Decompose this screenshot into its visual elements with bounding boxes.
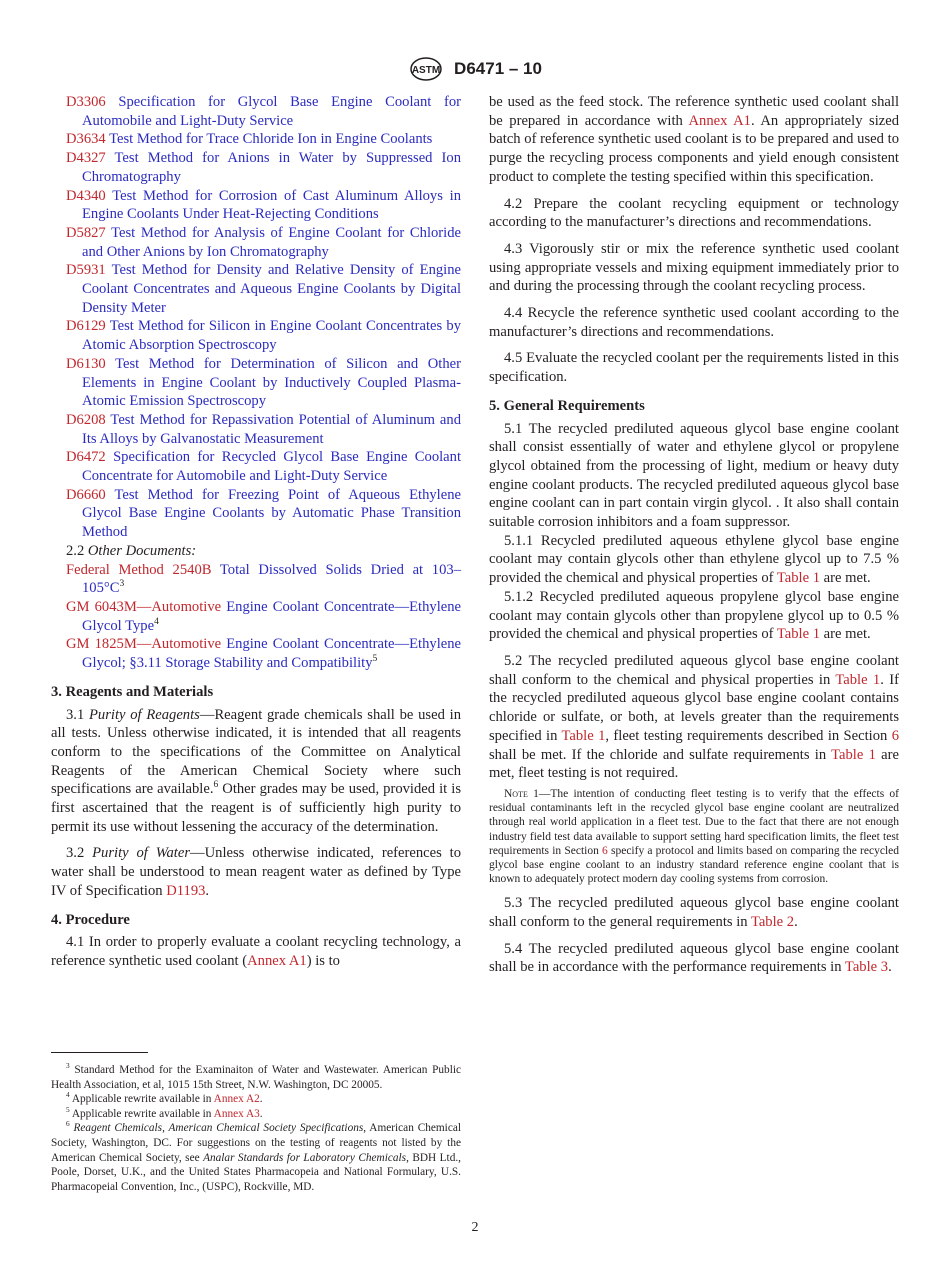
paragraph (489, 93, 899, 187)
paragraph (489, 894, 899, 931)
reference-item (51, 149, 461, 186)
page-number: 2 (471, 1220, 479, 1235)
text: , BDH Ltd., Poole, Dorset, U.K., and the United States Pharmacopeia and National Formulary, U.S. Pharmacopeial Convention, Inc., (USPC), Rockville, MD. (51, 1151, 461, 1193)
section-heading (51, 911, 461, 930)
paragraph (51, 844, 461, 900)
footnote (51, 1092, 461, 1107)
text: 4.4 Recycle the reference synthetic used coolant according to the manufacturer’s directions and recommendations. (489, 305, 899, 340)
text: . (794, 914, 798, 931)
link[interactable]: D1193 (166, 882, 206, 899)
link[interactable]: Table 1 (835, 671, 881, 688)
reference-item (51, 635, 461, 672)
text: specify a protocol and limits based on comparing the recycled glycol base engine coolant to an industry standard reference engine coolant that is known to adequately protect modern day cooling systems from corrosion. (489, 844, 899, 886)
text: 4.5 Evaluate the recycled coolant per the requirements listed in this specification. (489, 350, 899, 386)
text: 4.1 In order to properly evaluate a coolant recycling technology, a reference synthetic used coolant ( (51, 934, 461, 969)
link[interactable]: 6 (891, 727, 899, 744)
paragraph (489, 349, 899, 386)
reference-item (51, 411, 461, 448)
document-designation: D6471 – 10 (454, 59, 542, 78)
link[interactable]: D6208 (66, 411, 106, 428)
text: Standard Method for the Examinaiton of Water and Wastewater. American Public Health Association, et al, 1015 15th Street, N.W. Washington, DC 20005. (51, 1064, 461, 1091)
text: —Unless otherwise indicated, references to water shall be understood to mean reagent water as defined by Type IV of Specification (51, 845, 462, 899)
link[interactable]: D4327 (66, 150, 106, 167)
link[interactable]: Engine Coolant Concentrate—Ethylene Glycol Type (82, 598, 462, 634)
reference-item (51, 317, 461, 354)
link[interactable]: GM 6043M—Automotive (66, 598, 222, 615)
text: , fleet testing requirements described in Section (605, 727, 892, 744)
note (489, 787, 899, 886)
paragraph (489, 588, 899, 644)
text: —Reagent grade chemicals shall be used in all tests. Unless otherwise indicated, it is intended that all reagents conform to the specifications of the Committee on Analytical Reagents of the American Chemical Society where such specifications are available. (51, 706, 461, 798)
reference-item (51, 561, 461, 598)
text: . (888, 959, 892, 976)
text: , American Chemical Society, Washington, DC. For suggestions on the testing of reagents not listed by the American Chemical Society, see (51, 1122, 461, 1164)
svg-text:ASTM: ASTM (411, 65, 441, 76)
text: are met. (820, 626, 871, 643)
paragraph (489, 940, 899, 977)
footnote-marker: 4 (154, 616, 159, 627)
reference-item (51, 130, 461, 149)
footnote-marker: 6 (66, 1119, 70, 1129)
text: Reagent Chemicals, American Chemical Society Specifications (73, 1122, 364, 1135)
left-column (51, 93, 461, 971)
link[interactable]: Annex A1 (688, 112, 751, 129)
link[interactable]: D6472 (66, 449, 106, 466)
link[interactable]: Annex A3 (213, 1107, 260, 1120)
text: . (259, 1107, 263, 1120)
footnote-marker: 5 (66, 1105, 70, 1115)
link[interactable]: Table 2 (750, 914, 795, 931)
reference-item (51, 93, 461, 130)
footnote-marker: 3 (119, 579, 125, 590)
link[interactable]: Annex A2 (213, 1093, 260, 1106)
link[interactable]: D3306 (66, 94, 106, 110)
paragraph (489, 532, 899, 588)
text: 3.2 (66, 845, 93, 862)
text: 5.1.1 Recycled prediluted aqueous ethylene glycol base engine coolant may contain glycols other than ethylene glycol up to 7.5 % provided the chemical and physical properties of (489, 532, 899, 587)
text: . (259, 1093, 263, 1106)
link[interactable]: D6130 (66, 355, 106, 372)
text: 5.1.2 Recycled prediluted aqueous propylene glycol base engine coolant may contain glycols other than propylene glycol up to 0.5 % provided the chemical and physical properties of (489, 588, 899, 643)
paragraph (51, 542, 461, 561)
reference-item (51, 261, 461, 317)
link[interactable]: 6 (602, 844, 608, 857)
link[interactable]: Test Method for Determination of Silicon and Other Elements in Engine Coolant by Inductively Coupled Plasma-Atomic Emission Spectroscopy (82, 355, 461, 410)
link[interactable]: Test Method for Silicon in Engine Coolant Concentrates by Atomic Absorption Spectroscopy (82, 318, 461, 354)
reference-item (51, 187, 461, 224)
footnote (51, 1063, 461, 1092)
link[interactable]: Specification for Recycled Glycol Base Engine Coolant Concentrate for Automobile and Light-Duty Service (82, 449, 461, 485)
footnote-marker: 4 (66, 1090, 70, 1100)
text: Other grades may be used, provided it is first ascertained that the reagent is of sufficiently high purity to permit its use without lessening the accuracy of the determination. (51, 781, 461, 835)
reference-item (51, 224, 461, 261)
link[interactable]: Federal Method 2540B (66, 561, 212, 578)
link[interactable]: Table 1 (561, 727, 606, 744)
footnote-marker: 3 (66, 1061, 70, 1071)
text: 5.2 The recycled prediluted aqueous glycol base engine coolant shall conform to the chemical and physical properties in (489, 652, 899, 688)
link[interactable]: Table 1 (776, 570, 821, 587)
text: Note 1 (504, 787, 539, 800)
link[interactable]: Test Method for Repassivation Potential of Aluminum and Its Alloys by Galvanostatic Measurement (82, 411, 461, 447)
reference-item (51, 448, 461, 485)
text: are met. (820, 570, 871, 587)
text: ) is to (306, 952, 340, 969)
text: 3.1 (66, 706, 89, 723)
link[interactable]: D5931 (66, 262, 106, 279)
link[interactable]: D3634 (66, 131, 106, 148)
text: be used as the feed stock. The reference synthetic used coolant shall be prepared in accordance with (489, 94, 899, 129)
text: 2.2 (66, 542, 88, 559)
footnotes (51, 1052, 461, 1194)
text: . (205, 882, 210, 899)
text: 5.3 The recycled prediluted aqueous glycol base engine coolant shall conform to the general requirements in (489, 895, 899, 931)
text: —The intention of conducting fleet testing is to verify that the effects of residual contaminants left in the recycled glycol base engine coolant are neutralized through real world application in a fleet test. Due to the fact that there are not enough industry field test data available to support setting hard specification limits, the fleet test requirements in Section (489, 787, 900, 857)
link[interactable]: Table 1 (776, 626, 821, 643)
text: Purity of Reagents (89, 706, 200, 723)
text: 4.2 Prepare the coolant recycling equipment or technology according to the manufacturer’s directions and recommendations. (489, 195, 899, 231)
link[interactable]: D4340 (66, 187, 106, 204)
text: 5.4 The recycled prediluted aqueous glycol base engine coolant shall be in accordance with the performance requirements in (489, 940, 899, 976)
text: Other Documents: (87, 542, 197, 559)
text: 4. Procedure (51, 911, 130, 928)
link[interactable]: D5827 (66, 224, 106, 241)
text: . If the recycled prediluted aqueous glycol base engine coolant contains chloride or sulfate, or both, at levels greater than the requirements specified in (489, 671, 899, 744)
paragraph (489, 195, 899, 232)
link[interactable]: GM 1825M—Automotive (66, 636, 222, 653)
footnote-marker: 5 (372, 654, 378, 665)
footnote (51, 1121, 461, 1194)
text: Applicable rewrite available in (69, 1093, 214, 1106)
section-heading (489, 397, 899, 416)
text: 4.3 Vigorously stir or mix the reference synthetic used coolant using appropriate vessels and mixing equipment immediately prior to and during the processing through the coolant recycling process. (489, 240, 899, 295)
paragraph (489, 240, 899, 296)
text: 3. Reagents and Materials (51, 683, 214, 700)
text: Applicable rewrite available in (69, 1107, 214, 1120)
text: 5.1 The recycled prediluted aqueous glycol base engine coolant shall consist essentially of water and ethylene glycol or propylene glycol obtained from the processing of light, medium or heavy duty engine coolant products. The recycled prediluted aqueous glycol base engine coolant can in part contain virgin glycol. . It also shall contain suitable corrosion inhibitors and a foam suppressor. (489, 420, 899, 531)
astm-logo-icon (408, 56, 444, 82)
link[interactable]: Test Method for Analysis of Engine Coolant for Chloride and Other Anions by Ion Chromatography (82, 224, 461, 260)
footnote-divider (51, 1052, 148, 1053)
section-heading (51, 683, 461, 702)
link[interactable]: Test Method for Trace Chloride Ion in Engine Coolants (105, 131, 433, 148)
link[interactable]: Total Dissolved Solids Dried at 103–105°C (82, 561, 461, 597)
page-header (0, 56, 950, 82)
link[interactable]: Test Method for Density and Relative Density of Engine Coolant Concentrates and Aqueous Engine Coolants by Digital Density Meter (82, 262, 461, 316)
text: shall be met. If the chloride and sulfate requirements in (489, 746, 832, 763)
link[interactable]: Test Method for Anions in Water by Suppressed Ion Chromatography (82, 150, 461, 185)
text: 5. General Requirements (489, 397, 645, 414)
link[interactable]: D6129 (66, 318, 106, 335)
footnote (51, 1107, 461, 1122)
link[interactable]: Annex A1 (247, 952, 307, 969)
reference-item (51, 598, 461, 635)
paragraph (489, 652, 899, 783)
paragraph (51, 933, 461, 970)
link[interactable]: D6660 (66, 486, 106, 503)
right-column (489, 93, 899, 977)
footnote-marker: 6 (213, 780, 219, 791)
text: Analar Standards for Laboratory Chemicals (203, 1151, 407, 1164)
reference-item (51, 355, 461, 411)
link[interactable]: Test Method for Corrosion of Cast Aluminum Alloys in Engine Coolants Under Heat-Rejecting Conditions (82, 187, 461, 223)
link[interactable]: Engine Coolant Concentrate—Ethylene Glycol; §3.11 Storage Stability and Compatibility (82, 636, 462, 672)
paragraph (489, 304, 899, 341)
paragraph (51, 706, 461, 837)
link[interactable]: Table 3 (844, 959, 889, 976)
link[interactable]: Table 1 (831, 746, 876, 763)
paragraph (489, 420, 899, 532)
text: Purity of Water (92, 845, 191, 862)
link[interactable]: Specification for Glycol Base Engine Coolant for Automobile and Light-Duty Service (82, 94, 461, 129)
text: are met, fleet testing is not required. (489, 746, 899, 782)
text: . An appropriately sized batch of reference synthetic used coolant is to be prepared and used to purge the recycling process components and yield enough consistent product to complete the testing specified within this specification. (489, 112, 899, 185)
reference-item (51, 486, 461, 542)
link[interactable]: Test Method for Freezing Point of Aqueous Ethylene Glycol Base Engine Coolants by Automatic Phase Transition Method (82, 486, 461, 541)
